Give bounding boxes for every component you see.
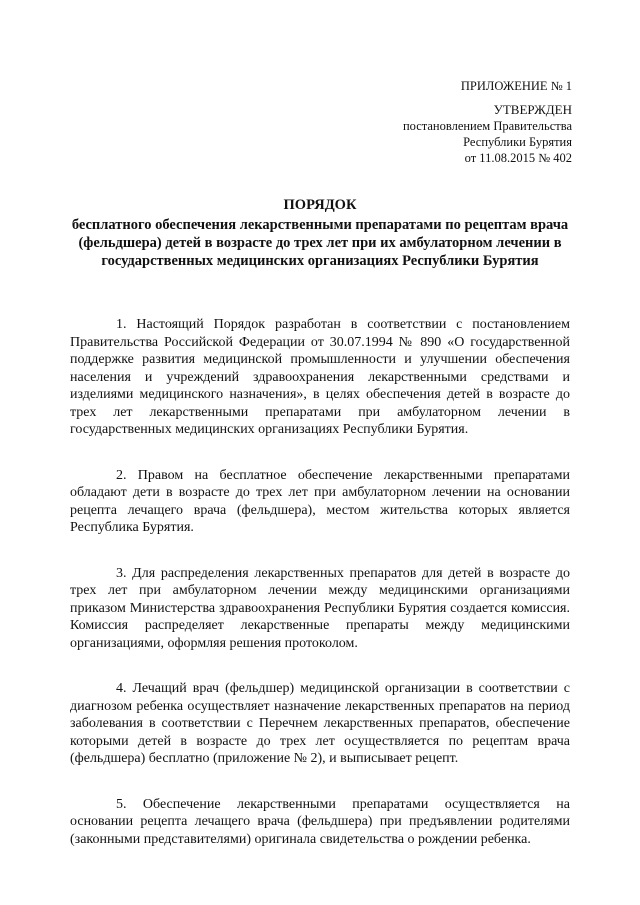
approval-line-2: Республики Бурятия	[463, 135, 572, 149]
paragraph-2: 2. Правом на бесплатное обеспечение лекарственными препаратами обладают дети в возрасте до трех лет при амбулаторном лечении на основании рецепта лечащего врача (фельдшера), местом жительства которых является Республика Бурятия.	[70, 467, 570, 535]
paragraph-4: 4. Лечащий врач (фельдшер) медицинской организации в соответствии с диагнозом ребенка осуществляет назначение лекарственных препаратов на период заболевания в соответствии с Перечнем лекарственных препаратов, обеспечение которыми детей в возрасте до трех лет осуществляется по рецептам врача (фельдшера) бесплатно (приложение № 2), и выписывает рецепт.	[70, 681, 570, 766]
paragraph-3: 3. Для распределения лекарственных препаратов для детей в возрасте до трех лет при амбулаторном лечении между медицинскими организациями приказом Министерства здравоохранения Республики Бурятия создается комиссия. Комиссия распределяет лекарственные препараты между медицинскими организациями, оформляя решения протоколом.	[70, 565, 570, 651]
approved-heading: УТВЕРЖДЕН	[493, 102, 572, 117]
paragraph-5: 5. Обеспечение лекарственными препаратами осуществляется на основании рецепта лечащего врача (фельдшера) при предъявлении родителями (законными представителями) оригинала свидетельства о рождении ребенка.	[70, 796, 570, 847]
title-subtitle: бесплатного обеспечения лекарственными препаратами по рецептам врача (фельдшера) детей в возрасте до трех лет при их амбулаторном лечении в государственных медицинских организациях Республики Бурятия	[71, 217, 569, 269]
appendix-number: ПРИЛОЖЕНИЕ № 1	[460, 79, 572, 93]
approval-line-3: от 11.08.2015 № 402	[464, 151, 572, 165]
approval-block	[332, 78, 572, 166]
document-title	[70, 196, 570, 270]
paragraph-1: 1. Настоящий Порядок разработан в соответствии с постановлением Правительства Российской Федерации от 30.07.1994 № 890 «О государственной поддержке развития медицинской промышленности и улучшении обеспечения населения и учреждений здравоохранения лекарственными средствами и изделиями медицинского назначения», в целях обеспечения детей в возрасте до трех лет лекарственными препаратами при амбулаторном лечении в государственных медицинских организациях Республики Бурятия.	[70, 317, 570, 437]
document-body	[70, 316, 570, 876]
title-main: ПОРЯДОК	[283, 197, 357, 213]
approval-line-1: постановлением Правительства	[402, 119, 572, 133]
